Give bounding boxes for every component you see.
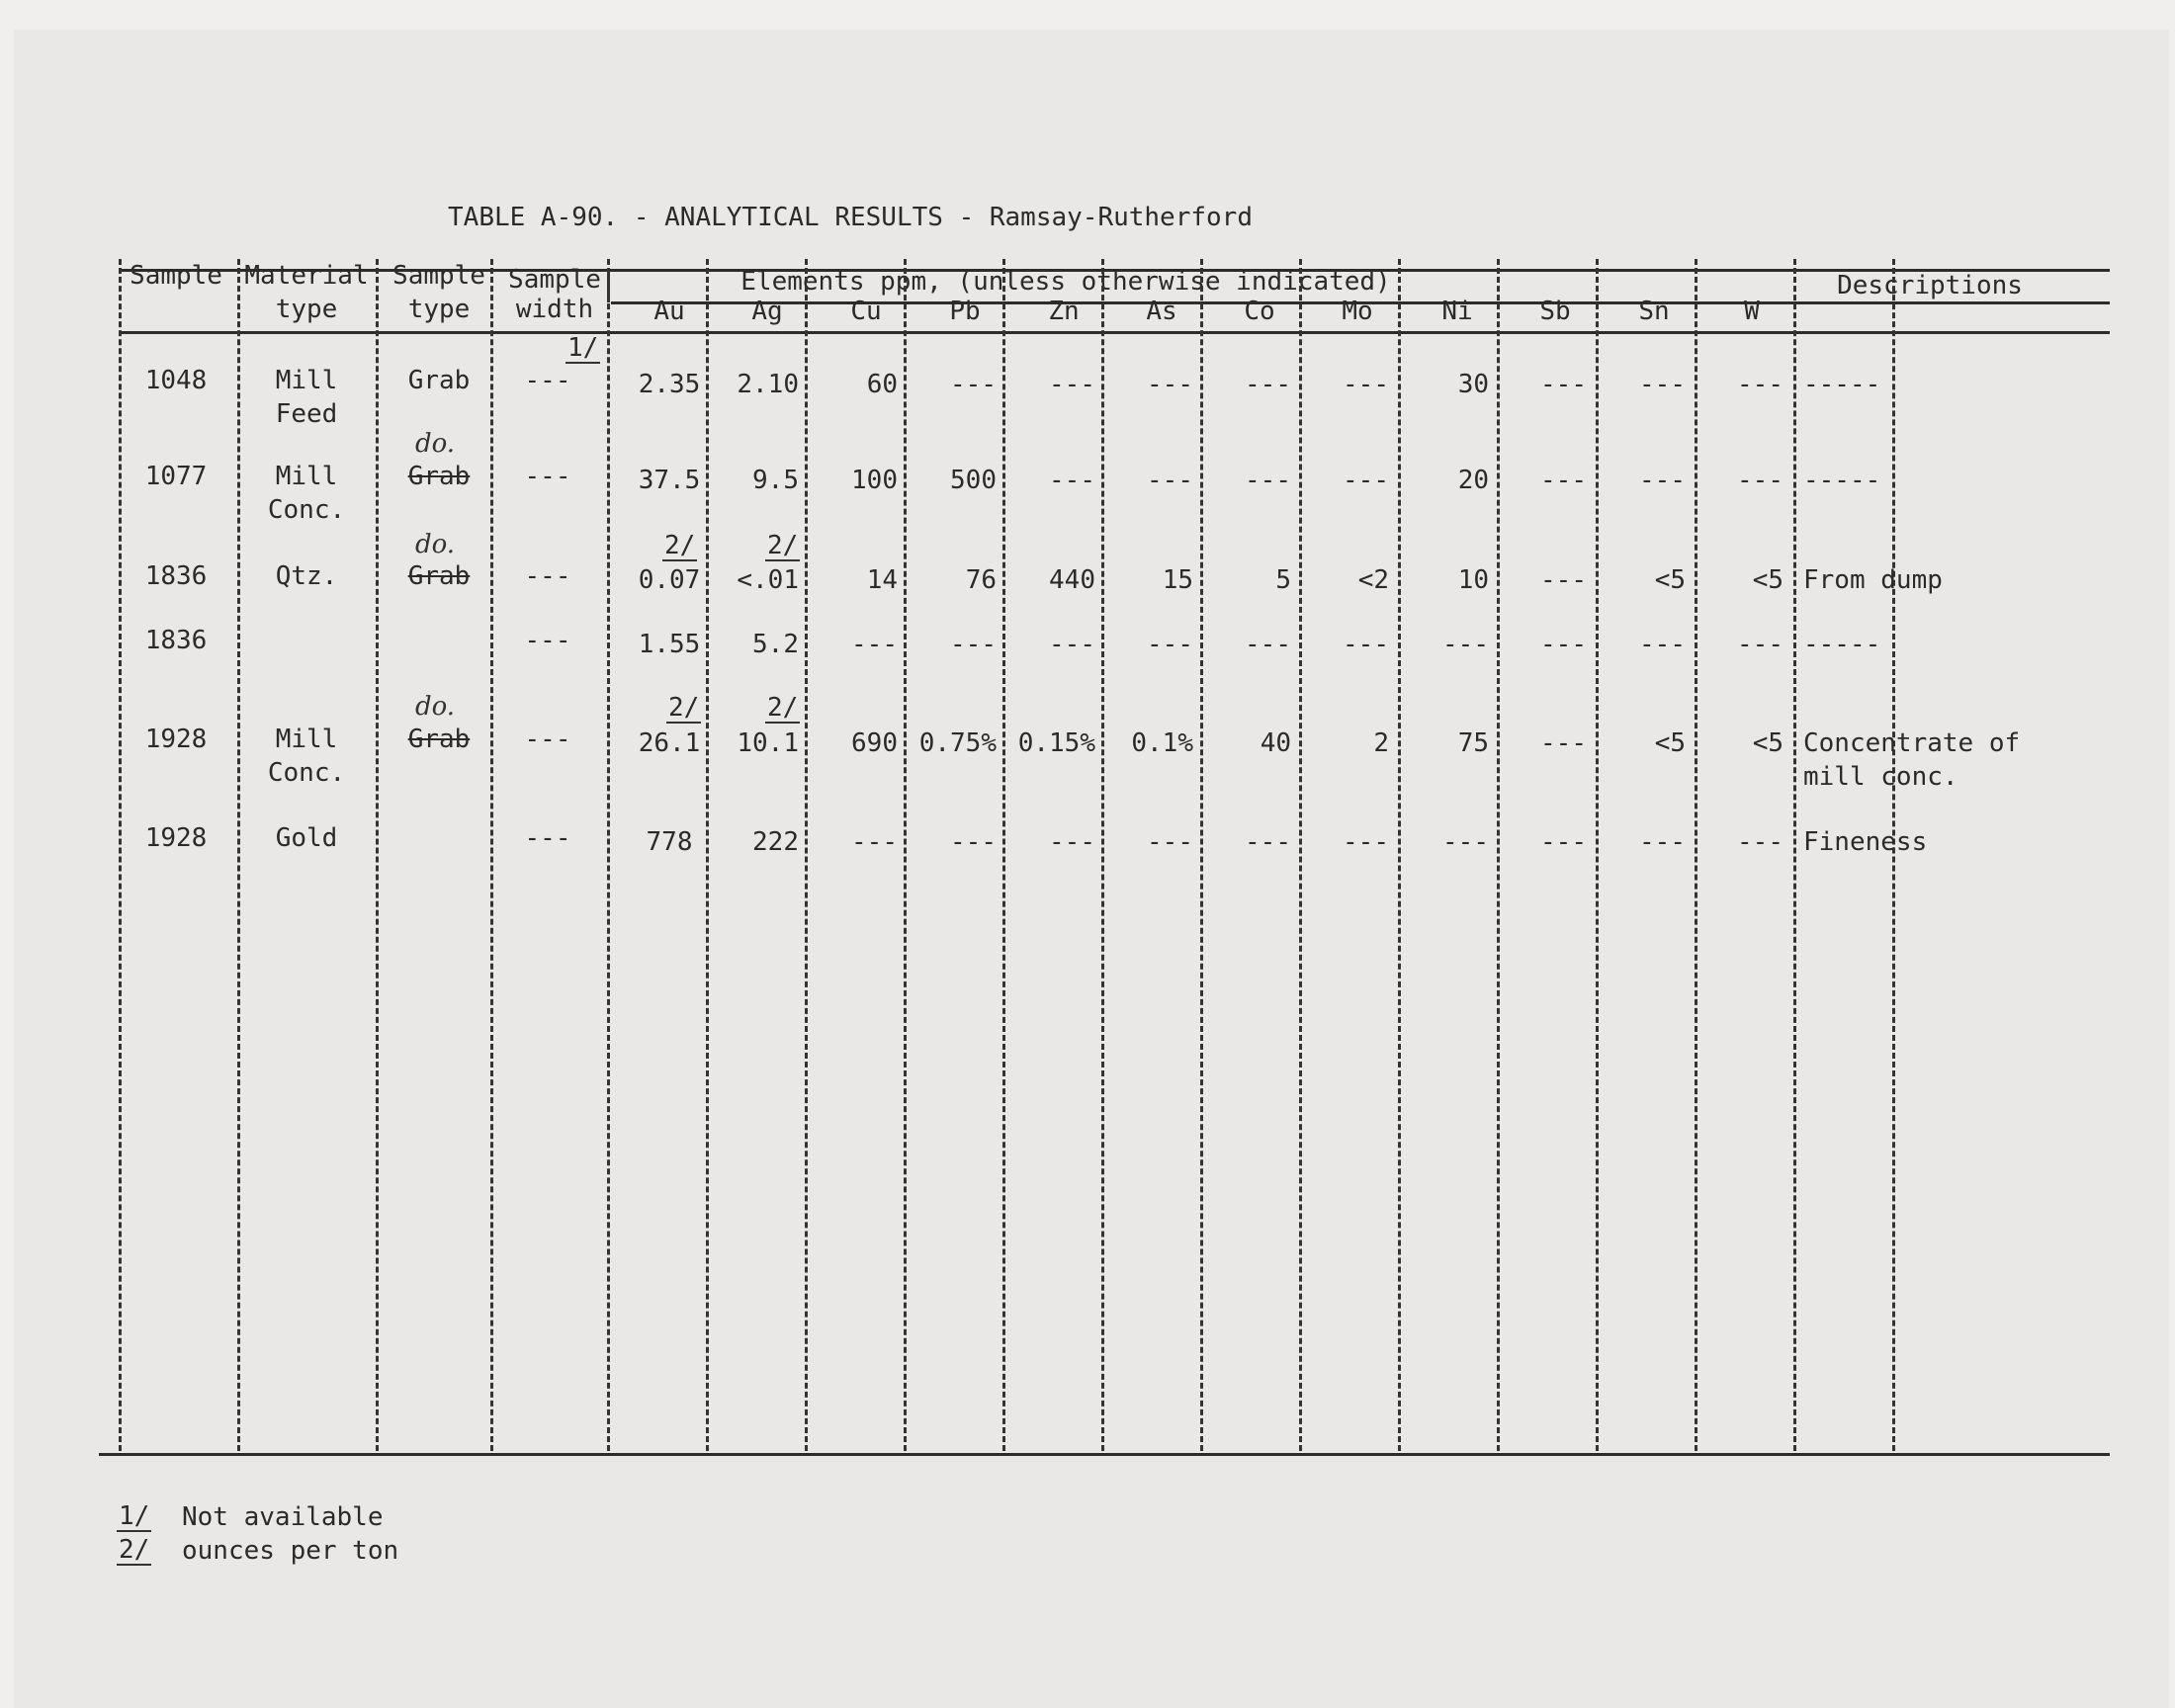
- column-separator: [1299, 259, 1302, 1451]
- header-element: Mo: [1342, 297, 1373, 326]
- column-separator: [1497, 259, 1500, 1451]
- cell-value: 30: [1457, 370, 1489, 399]
- header-element: Sb: [1539, 297, 1571, 326]
- column-separator: [1398, 259, 1401, 1451]
- column-separator: [1002, 259, 1005, 1451]
- cell-value: 9.5: [752, 466, 799, 495]
- cell-value: 2.35: [638, 370, 701, 399]
- cell-value: ---: [1049, 630, 1095, 659]
- cell-value: 60: [866, 370, 898, 399]
- header-element: Cu: [850, 297, 882, 326]
- footnote-1-mark: 1/: [119, 1501, 150, 1531]
- footnote-mark-au-1928: 2/: [668, 693, 700, 723]
- cell-sample-width: ---: [524, 561, 571, 591]
- cell-value: <2: [1357, 565, 1389, 595]
- cell-value: ---: [1245, 370, 1291, 399]
- cell-value: ---: [1245, 630, 1291, 659]
- cell-material: Mill: [275, 366, 338, 395]
- cell-value: 76: [965, 565, 997, 595]
- cell-value: 690: [851, 728, 898, 758]
- cell-value: 37.5: [638, 466, 701, 495]
- header-element: Co: [1244, 297, 1275, 326]
- cell-value: ---: [1049, 370, 1095, 399]
- cell-description: From dump: [1803, 565, 1943, 595]
- cell-value: ---: [1639, 370, 1686, 399]
- cell-sample-type: Grab: [407, 725, 471, 754]
- header-element: Sn: [1638, 297, 1670, 326]
- cell-value: ---: [1147, 630, 1193, 659]
- cell-value: ---: [1147, 466, 1193, 495]
- cell-value: <5: [1654, 565, 1686, 595]
- column-separator: [1200, 259, 1203, 1451]
- rule-bottom: [99, 1453, 2110, 1456]
- handwritten-ditto: do.: [414, 429, 456, 459]
- cell-value: 100: [851, 466, 898, 495]
- cell-sample-type: Grab: [407, 561, 471, 591]
- cell-value: ---: [1245, 827, 1291, 857]
- cell-value: 14: [866, 565, 898, 595]
- cell-value: ---: [1737, 827, 1784, 857]
- column-separator: [1596, 259, 1599, 1451]
- cell-value: <.01: [737, 565, 799, 595]
- cell-value: 0.75%: [918, 728, 997, 758]
- cell-value: ---: [1540, 630, 1587, 659]
- header-sample-width: Sample: [508, 265, 601, 295]
- column-separator: [1695, 259, 1697, 1451]
- cell-sample: 1836: [144, 561, 208, 591]
- cell-material: Gold: [275, 823, 338, 853]
- column-separator: [706, 259, 709, 1451]
- cell-value: ---: [851, 827, 898, 857]
- column-separator: [607, 269, 610, 302]
- cell-sample: 1077: [144, 462, 208, 491]
- cell-value: ---: [1442, 630, 1489, 659]
- cell-description: Concentrate of: [1803, 728, 2021, 758]
- cell-sample-type: Grab: [407, 462, 471, 491]
- cell-value: <5: [1752, 565, 1784, 595]
- document-page: [14, 30, 2169, 1708]
- cell-description: mill conc.: [1803, 762, 1958, 792]
- cell-material: Mill: [275, 462, 338, 491]
- header-material-type: type: [275, 295, 338, 324]
- cell-value: ---: [1540, 370, 1587, 399]
- cell-value: 440: [1049, 565, 1095, 595]
- cell-sample-width: ---: [524, 823, 571, 853]
- header-element: W: [1744, 297, 1760, 326]
- cell-value: ---: [1737, 466, 1784, 495]
- footnote-1-text: Not available: [182, 1502, 384, 1532]
- cell-value: ---: [1147, 370, 1193, 399]
- cell-sample: 1836: [144, 626, 208, 655]
- column-separator: [490, 259, 493, 1451]
- column-separator: [119, 259, 122, 1451]
- cell-value: ---: [1540, 827, 1587, 857]
- cell-material: Conc.: [267, 758, 346, 788]
- cell-value: ---: [1737, 630, 1784, 659]
- cell-value: 5.2: [752, 630, 799, 659]
- column-separator: [376, 259, 379, 1451]
- cell-value: 26.1: [638, 728, 701, 758]
- column-separator: [904, 259, 907, 1451]
- footnote-mark-ag-1928: 2/: [767, 693, 799, 723]
- cell-description: -----: [1803, 466, 1881, 495]
- cell-value: 222: [752, 827, 799, 857]
- header-element: As: [1146, 297, 1177, 326]
- cell-value: ---: [1245, 466, 1291, 495]
- handwritten-ditto: do.: [414, 692, 456, 722]
- cell-value: ---: [1343, 827, 1389, 857]
- cell-value: ---: [950, 630, 997, 659]
- cell-value: ---: [1540, 565, 1587, 595]
- cell-value: 1.55: [638, 630, 701, 659]
- header-element: Zn: [1048, 297, 1080, 326]
- cell-value: 10: [1457, 565, 1489, 595]
- cell-sample-width: ---: [524, 366, 571, 395]
- cell-value: ---: [1639, 827, 1686, 857]
- cell-value: ---: [1343, 630, 1389, 659]
- footnote-mark-au-1836: 2/: [664, 531, 696, 560]
- cell-value: 0.07: [638, 565, 701, 595]
- cell-material: Conc.: [267, 495, 346, 525]
- rule-header-bottom: [119, 331, 2110, 334]
- column-separator: [237, 259, 240, 1451]
- cell-sample: 1928: [144, 823, 208, 853]
- cell-value: 15: [1162, 565, 1193, 595]
- footnote-mark-ag-1836: 2/: [767, 531, 799, 560]
- cell-sample-type: Grab: [407, 366, 471, 395]
- cell-value: ---: [1049, 466, 1095, 495]
- footnote-2-mark: 2/: [119, 1535, 150, 1565]
- cell-value: 2.10: [737, 370, 799, 399]
- cell-value: 75: [1457, 728, 1489, 758]
- cell-value: 10.1: [737, 728, 799, 758]
- header-sample-width-2: width: [515, 295, 594, 324]
- header-descriptions: Descriptions: [1837, 271, 2023, 300]
- cell-material: Feed: [275, 399, 338, 429]
- cell-value: ---: [1540, 728, 1587, 758]
- cell-value: ---: [1442, 827, 1489, 857]
- header-sample: Sample: [130, 261, 222, 291]
- cell-value: ---: [1147, 827, 1193, 857]
- cell-value: 40: [1260, 728, 1291, 758]
- header-element: Pb: [949, 297, 981, 326]
- header-material: Material: [244, 261, 369, 291]
- header-sample-type: Sample: [392, 261, 485, 291]
- cell-value: ---: [1343, 370, 1389, 399]
- cell-value: ---: [1639, 630, 1686, 659]
- cell-value: 0.15%: [1017, 728, 1095, 758]
- column-separator: [805, 259, 808, 1451]
- column-separator: [607, 259, 610, 1451]
- cell-description: Fineness: [1803, 827, 1928, 857]
- column-separator: [1101, 259, 1104, 1451]
- cell-value: 20: [1457, 466, 1489, 495]
- footnote-2-text: ounces per ton: [182, 1536, 399, 1566]
- cell-value: ---: [950, 370, 997, 399]
- cell-value: ---: [950, 827, 997, 857]
- cell-value: ---: [1639, 466, 1686, 495]
- cell-value: ---: [1540, 466, 1587, 495]
- cell-value: 2: [1373, 728, 1389, 758]
- header-elements: Elements ppm, (unless otherwise indicated): [740, 267, 1391, 297]
- cell-description: -----: [1803, 630, 1881, 659]
- cell-value: ---: [1737, 370, 1784, 399]
- cell-value: <5: [1654, 728, 1686, 758]
- cell-description: -----: [1803, 370, 1881, 399]
- cell-value: ---: [1049, 827, 1095, 857]
- header-element: Au: [653, 297, 685, 326]
- cell-value: 5: [1275, 565, 1291, 595]
- cell-value: 778: [646, 827, 693, 857]
- cell-value: ---: [851, 630, 898, 659]
- cell-sample-width: ---: [524, 725, 571, 754]
- cell-sample: 1048: [144, 366, 208, 395]
- cell-sample-width: ---: [524, 462, 571, 491]
- cell-value: ---: [1343, 466, 1389, 495]
- handwritten-ditto: do.: [414, 530, 456, 559]
- table-title: TABLE A-90. - ANALYTICAL RESULTS - Ramsay-Rutherford: [448, 203, 1253, 232]
- footnote-mark-width: 1/: [567, 333, 599, 363]
- cell-value: 500: [950, 466, 997, 495]
- cell-material: Mill: [275, 725, 338, 754]
- header-element: Ag: [751, 297, 783, 326]
- header-element: Ni: [1441, 297, 1473, 326]
- column-separator: [1793, 259, 1796, 1451]
- cell-material: Qtz.: [275, 561, 338, 591]
- cell-value: 0.1%: [1131, 728, 1193, 758]
- cell-sample: 1928: [144, 725, 208, 754]
- cell-sample-width: ---: [524, 626, 571, 655]
- header-sample-type-2: type: [407, 295, 471, 324]
- cell-value: <5: [1752, 728, 1784, 758]
